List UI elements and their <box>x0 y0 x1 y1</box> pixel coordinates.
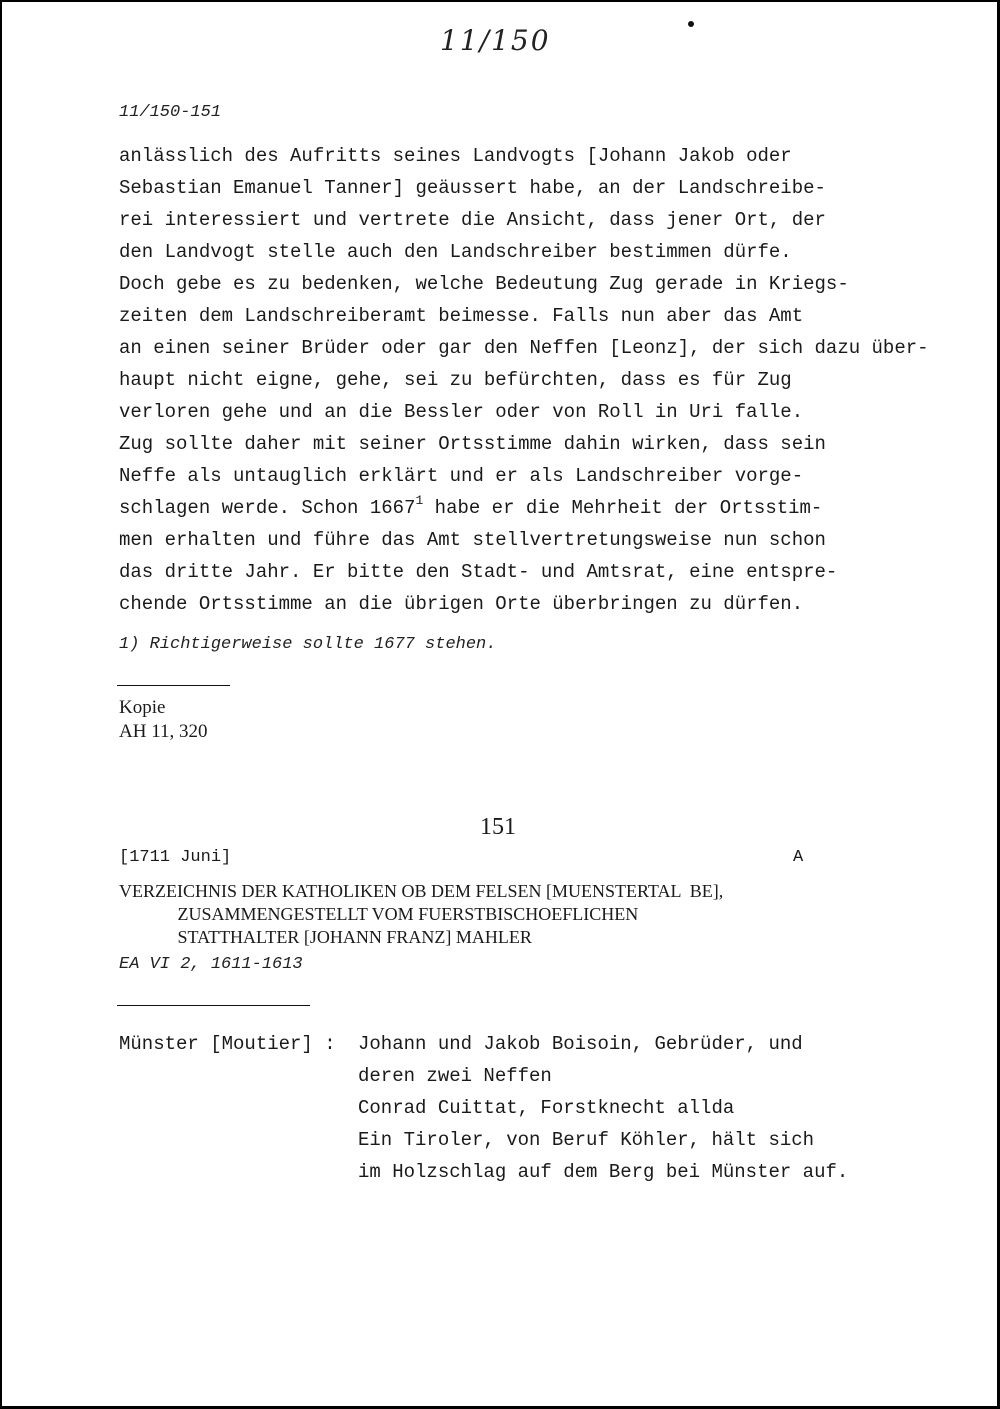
footnote: 1) Richtigerweise sollte 1677 stehen. <box>119 635 497 654</box>
list-item: deren zwei Neffen <box>358 1065 552 1087</box>
place-label: Münster [Moutier] : <box>119 1033 336 1055</box>
heading-line: ZUSAMMENGESTELLT VOM FUERSTBISCHOEFLICHEN <box>119 904 639 924</box>
body-line: zeiten dem Landschreiberamt beimesse. Falls nun aber das Amt <box>119 305 804 327</box>
entry-heading <box>119 880 859 949</box>
body-line: Zug sollte daher mit seiner Ortsstimme dahin wirken, dass sein <box>119 433 826 455</box>
ink-dot <box>688 21 694 27</box>
body-line: verloren gehe und an die Bessler oder von Roll in Uri falle. <box>119 401 804 423</box>
page-border-left <box>0 0 2 1409</box>
footnote-marker: 1 <box>415 492 424 508</box>
list-item: Conrad Cuittat, Forstknecht allda <box>358 1097 735 1119</box>
archive-reference: AH 11, 320 <box>119 721 208 742</box>
body-line: Neffe als untauglich erklärt und er als Landschreiber vorge- <box>119 465 804 487</box>
body-line: den Landvogt stelle auch den Landschreiber bestimmen dürfe. <box>119 241 792 263</box>
body-paragraph <box>119 140 929 620</box>
body-line: Doch gebe es zu bedenken, welche Bedeutung Zug gerade in Kriegs- <box>119 273 849 295</box>
copy-reference-block <box>119 696 208 744</box>
handwritten-folio-number: 11/150 <box>440 24 551 57</box>
body-line-continuation: habe er die Mehrheit der Ortsstim- <box>423 497 823 519</box>
body-line: rei interessiert und vertrete die Ansicht, dass jener Ort, der <box>119 209 826 231</box>
document-reference: 11/150-151 <box>119 103 222 122</box>
list-item: Johann und Jakob Boisoin, Gebrüder, und <box>358 1033 803 1055</box>
list-item: im Holzschlag auf dem Berg bei Münster auf. <box>358 1161 849 1183</box>
entry-number: 151 <box>480 814 516 840</box>
body-line: das dritte Jahr. Er bitte den Stadt- und Amtsrat, eine entspre- <box>119 561 838 583</box>
body-line: Sebastian Emanuel Tanner] geäussert habe, an der Landschreibe- <box>119 177 826 199</box>
entry-source: EA VI 2, 1611-1613 <box>119 955 303 974</box>
copy-label: Kopie <box>119 697 166 718</box>
list-item: Ein Tiroler, von Beruf Köhler, hält sich <box>358 1129 815 1151</box>
divider-rule <box>117 1005 310 1006</box>
catholics-list <box>358 1028 918 1188</box>
heading-line: STATTHALTER [JOHANN FRANZ] MAHLER <box>119 927 532 947</box>
body-line: men erhalten und führe das Amt stellvertretungsweise nun schon <box>119 529 826 551</box>
body-line: schlagen werde. Schon 1667 <box>119 497 416 519</box>
entry-type-letter: A <box>793 848 804 867</box>
body-line: haupt nicht eigne, gehe, sei zu befürchten, dass es für Zug <box>119 369 792 391</box>
heading-line: VERZEICHNIS DER KATHOLIKEN OB DEM FELSEN [MUENSTERTAL BE], <box>119 881 724 901</box>
body-line: chende Ortsstimme an die übrigen Orte überbringen zu dürfen. <box>119 593 804 615</box>
page-border-top <box>0 0 1000 2</box>
body-line: an einen seiner Brüder oder gar den Neffen [Leonz], der sich dazu über- <box>119 337 929 359</box>
entry-date: [1711 Juni] <box>119 848 232 867</box>
body-line: anlässlich des Aufritts seines Landvogts [Johann Jakob oder <box>119 145 792 167</box>
divider-rule <box>117 685 230 686</box>
